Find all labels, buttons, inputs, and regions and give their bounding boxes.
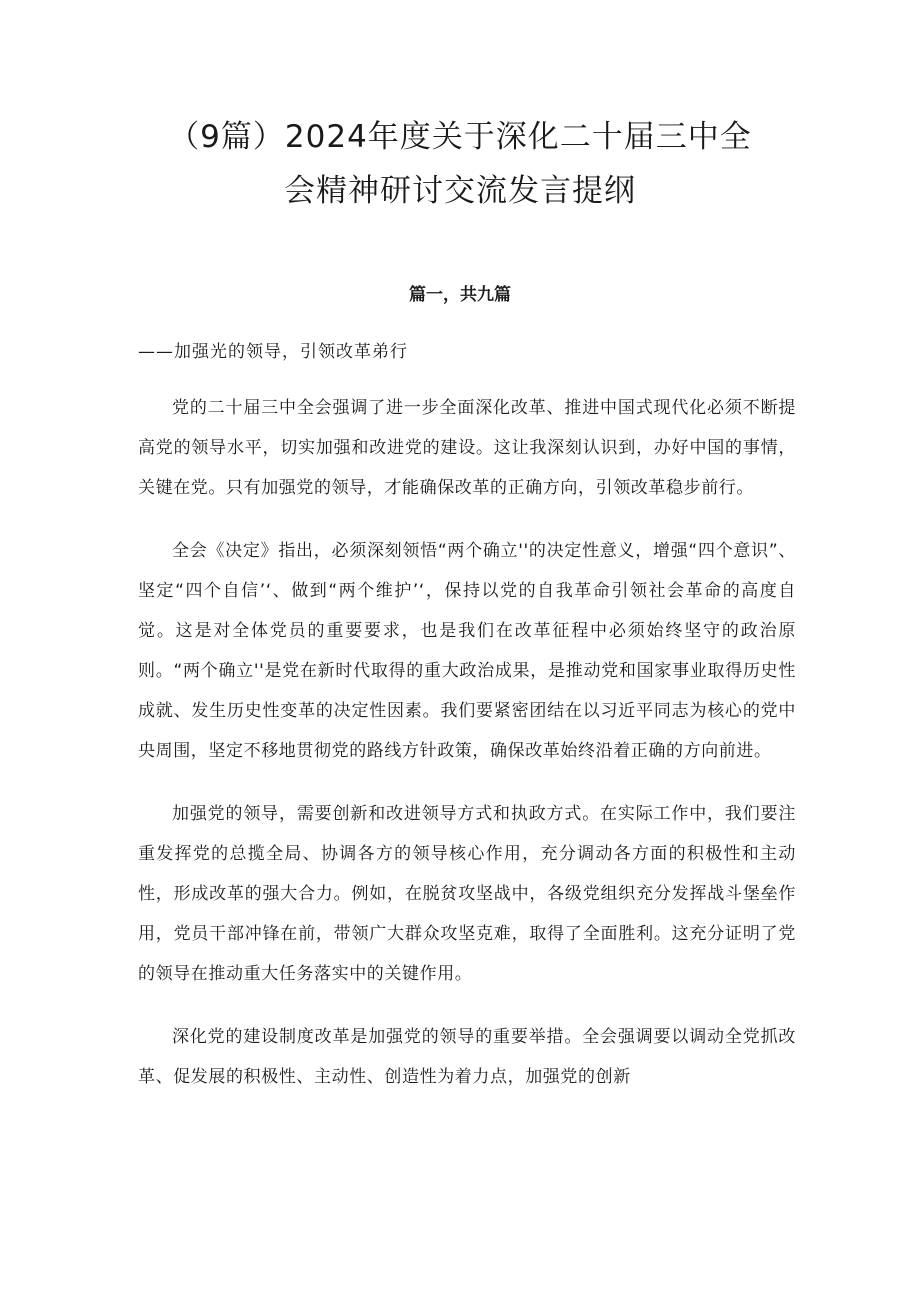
title-line-2: 会精神研讨交流发言提纲 [284,173,636,209]
title-line-1: （9篇）2024年度关于深化二十届三中全 [168,119,752,155]
paragraph-3: 加强党的领导，需要创新和改进领导方式和执政方式。在实际工作中，我们要注重发挥党的总揽全局、协调各方的领导核心作用，充分调动各方面的积极性和主动性，形成改革的强大合力。例如，在脱贫攻坚战中，各级党组织充分发挥战斗堡垒作用，党员干部冲锋在前，带领广大群众攻坚克难，取得了全面胜利。这充分证明了党的领导在推动重大任务落实中的关键作用。 [138,804,796,984]
section-heading: 篇一，共九篇 [409,285,511,305]
section-subtitle: ——加强光的领导，引领改革弟行 [138,342,408,362]
paragraph-2: 全会《决定》指出，必须深刻领悟“两个确立''的决定性意义，增强“四个意识”、坚定“四个自信’‘、做到“两个维护’‘，保持以党的自我革命引领社会革命的高度自觉。这是对全体党员的重要要求，也是我们在改革征程中必须始终坚守的政治原则。“两个确立''是党在新时代取得的重大政治成果，是推动党和国家事业取得历史性成就、发生历史性变革的决定性因素。我们要紧密团结在以习近平同志为核心的党中央周围，坚定不移地贯彻党的路线方针政策，确保改革始终沿着正确的方向前进。 [138,541,796,761]
document-title [100,110,820,218]
paragraph-4: 深化党的建设制度改革是加强党的领导的重要举措。全会强调要以调动全党抓改革、促发展的积极性、主动性、创造性为着力点，加强党的创新 [138,1027,796,1087]
document-body [138,388,796,1120]
paragraph-1: 党的二十届三中全会强调了进一步全面深化改革、推进中国式现代化必须不断提高党的领导水平，切实加强和改进党的建设。这让我深刻认识到，办好中国的事情，关键在党。只有加强党的领导，才能确保改革的正确方向，引领改革稳步前行。 [138,398,796,498]
